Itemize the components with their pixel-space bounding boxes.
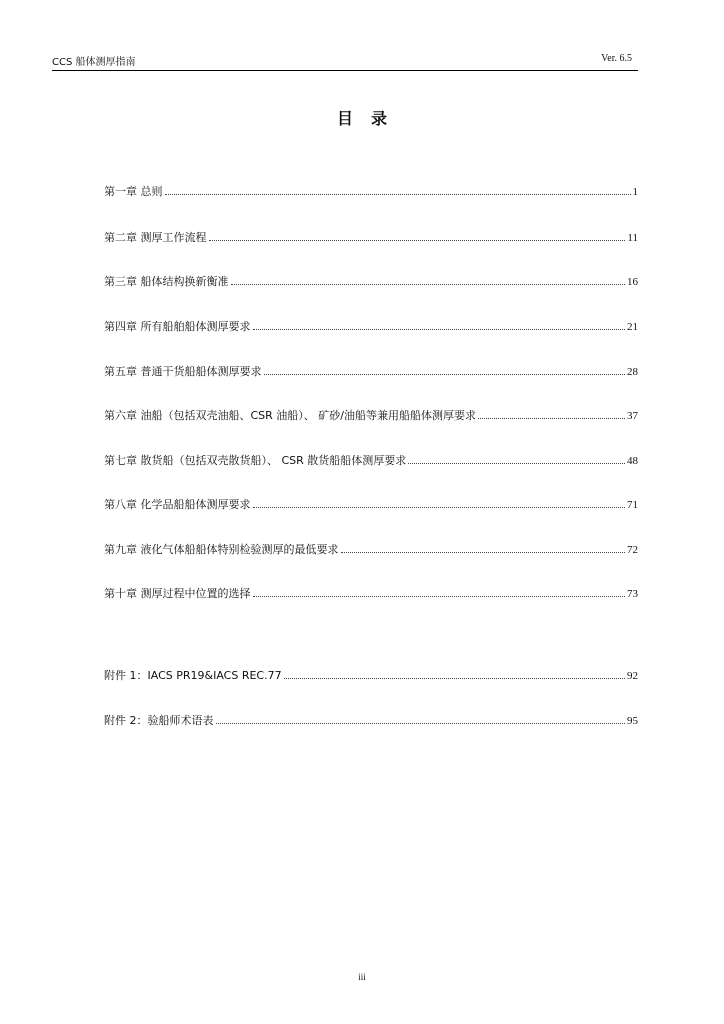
toc-entry-chapter-2[interactable]: [104, 229, 638, 245]
page-number: iii: [358, 972, 366, 982]
toc-entry-label: 第十章 测厚过程中位置的选择: [104, 587, 251, 600]
toc-entry-chapter-7[interactable]: [104, 452, 638, 468]
dot-leader: [253, 596, 626, 597]
toc-entry-appendix-1[interactable]: [104, 667, 638, 683]
toc-entry-label: 第九章 液化气体船船体特别检验测厚的最低要求: [104, 543, 339, 556]
toc-entry-label: 第一章 总则: [104, 185, 163, 198]
toc-entry-chapter-1[interactable]: [104, 183, 638, 199]
page-header: [52, 50, 638, 71]
toc-entry-chapter-8[interactable]: [104, 496, 638, 512]
toc-entry-label: 第六章 油船（包括双壳油船、CSR 油船）、 矿砂/油船等兼用船船体测厚要求: [104, 409, 476, 422]
toc-entry-chapter-4[interactable]: [104, 318, 638, 334]
toc-entry-label: 附件 1：IACS PR19&IACS REC.77: [104, 669, 282, 682]
dot-leader: [231, 284, 626, 285]
dot-leader: [264, 374, 626, 375]
toc-entry-label: 第四章 所有船舶船体测厚要求: [104, 320, 251, 333]
toc-entry-page: 71: [627, 499, 638, 511]
dot-leader: [253, 507, 626, 508]
dot-leader: [284, 678, 625, 679]
toc-entry-label: 第八章 化学品船船体测厚要求: [104, 498, 251, 511]
toc-entry-page: 95: [627, 715, 638, 727]
toc-entry-label: 第三章 船体结构换新衡准: [104, 275, 229, 288]
toc-entry-page: 73: [627, 588, 638, 600]
toc-entry-appendix-2[interactable]: [104, 712, 638, 728]
toc-entry-chapter-3[interactable]: [104, 273, 638, 289]
toc-entry-chapter-10[interactable]: [104, 585, 638, 601]
toc-entry-page: 92: [627, 670, 638, 682]
toc-entry-page: 11: [627, 232, 638, 244]
dot-leader: [216, 723, 626, 724]
toc-entry-label: 第七章 散货船（包括双壳散货船）、 CSR 散货船船体测厚要求: [104, 454, 407, 467]
version-label: Ver. 6.5: [601, 53, 632, 64]
toc-entry-page: 28: [627, 366, 638, 378]
toc-entry-page: 48: [627, 455, 638, 467]
toc-entry-label: 第二章 测厚工作流程: [104, 231, 207, 244]
toc-entry-page: 16: [627, 276, 638, 288]
toc-entry-page: 37: [627, 410, 638, 422]
toc-entry-chapter-9[interactable]: [104, 541, 638, 557]
document-title: CCS 船体测厚指南: [52, 57, 136, 68]
toc-entry-label: 附件 2：验船师术语表: [104, 714, 214, 727]
toc-entry-chapter-5[interactable]: [104, 363, 638, 379]
dot-leader: [209, 240, 626, 241]
toc-entry-page: 72: [627, 544, 638, 556]
toc-entry-page: 1: [632, 186, 638, 198]
toc-entry-label: 第五章 普通干货船船体测厚要求: [104, 365, 262, 378]
dot-leader: [341, 552, 626, 553]
toc-title: 目录: [336, 109, 405, 128]
dot-leader: [478, 418, 625, 419]
toc-entry-chapter-6[interactable]: [104, 407, 638, 423]
toc-entry-page: 21: [627, 321, 638, 333]
dot-leader: [253, 329, 626, 330]
dot-leader: [408, 463, 625, 464]
dot-leader: [165, 194, 631, 195]
